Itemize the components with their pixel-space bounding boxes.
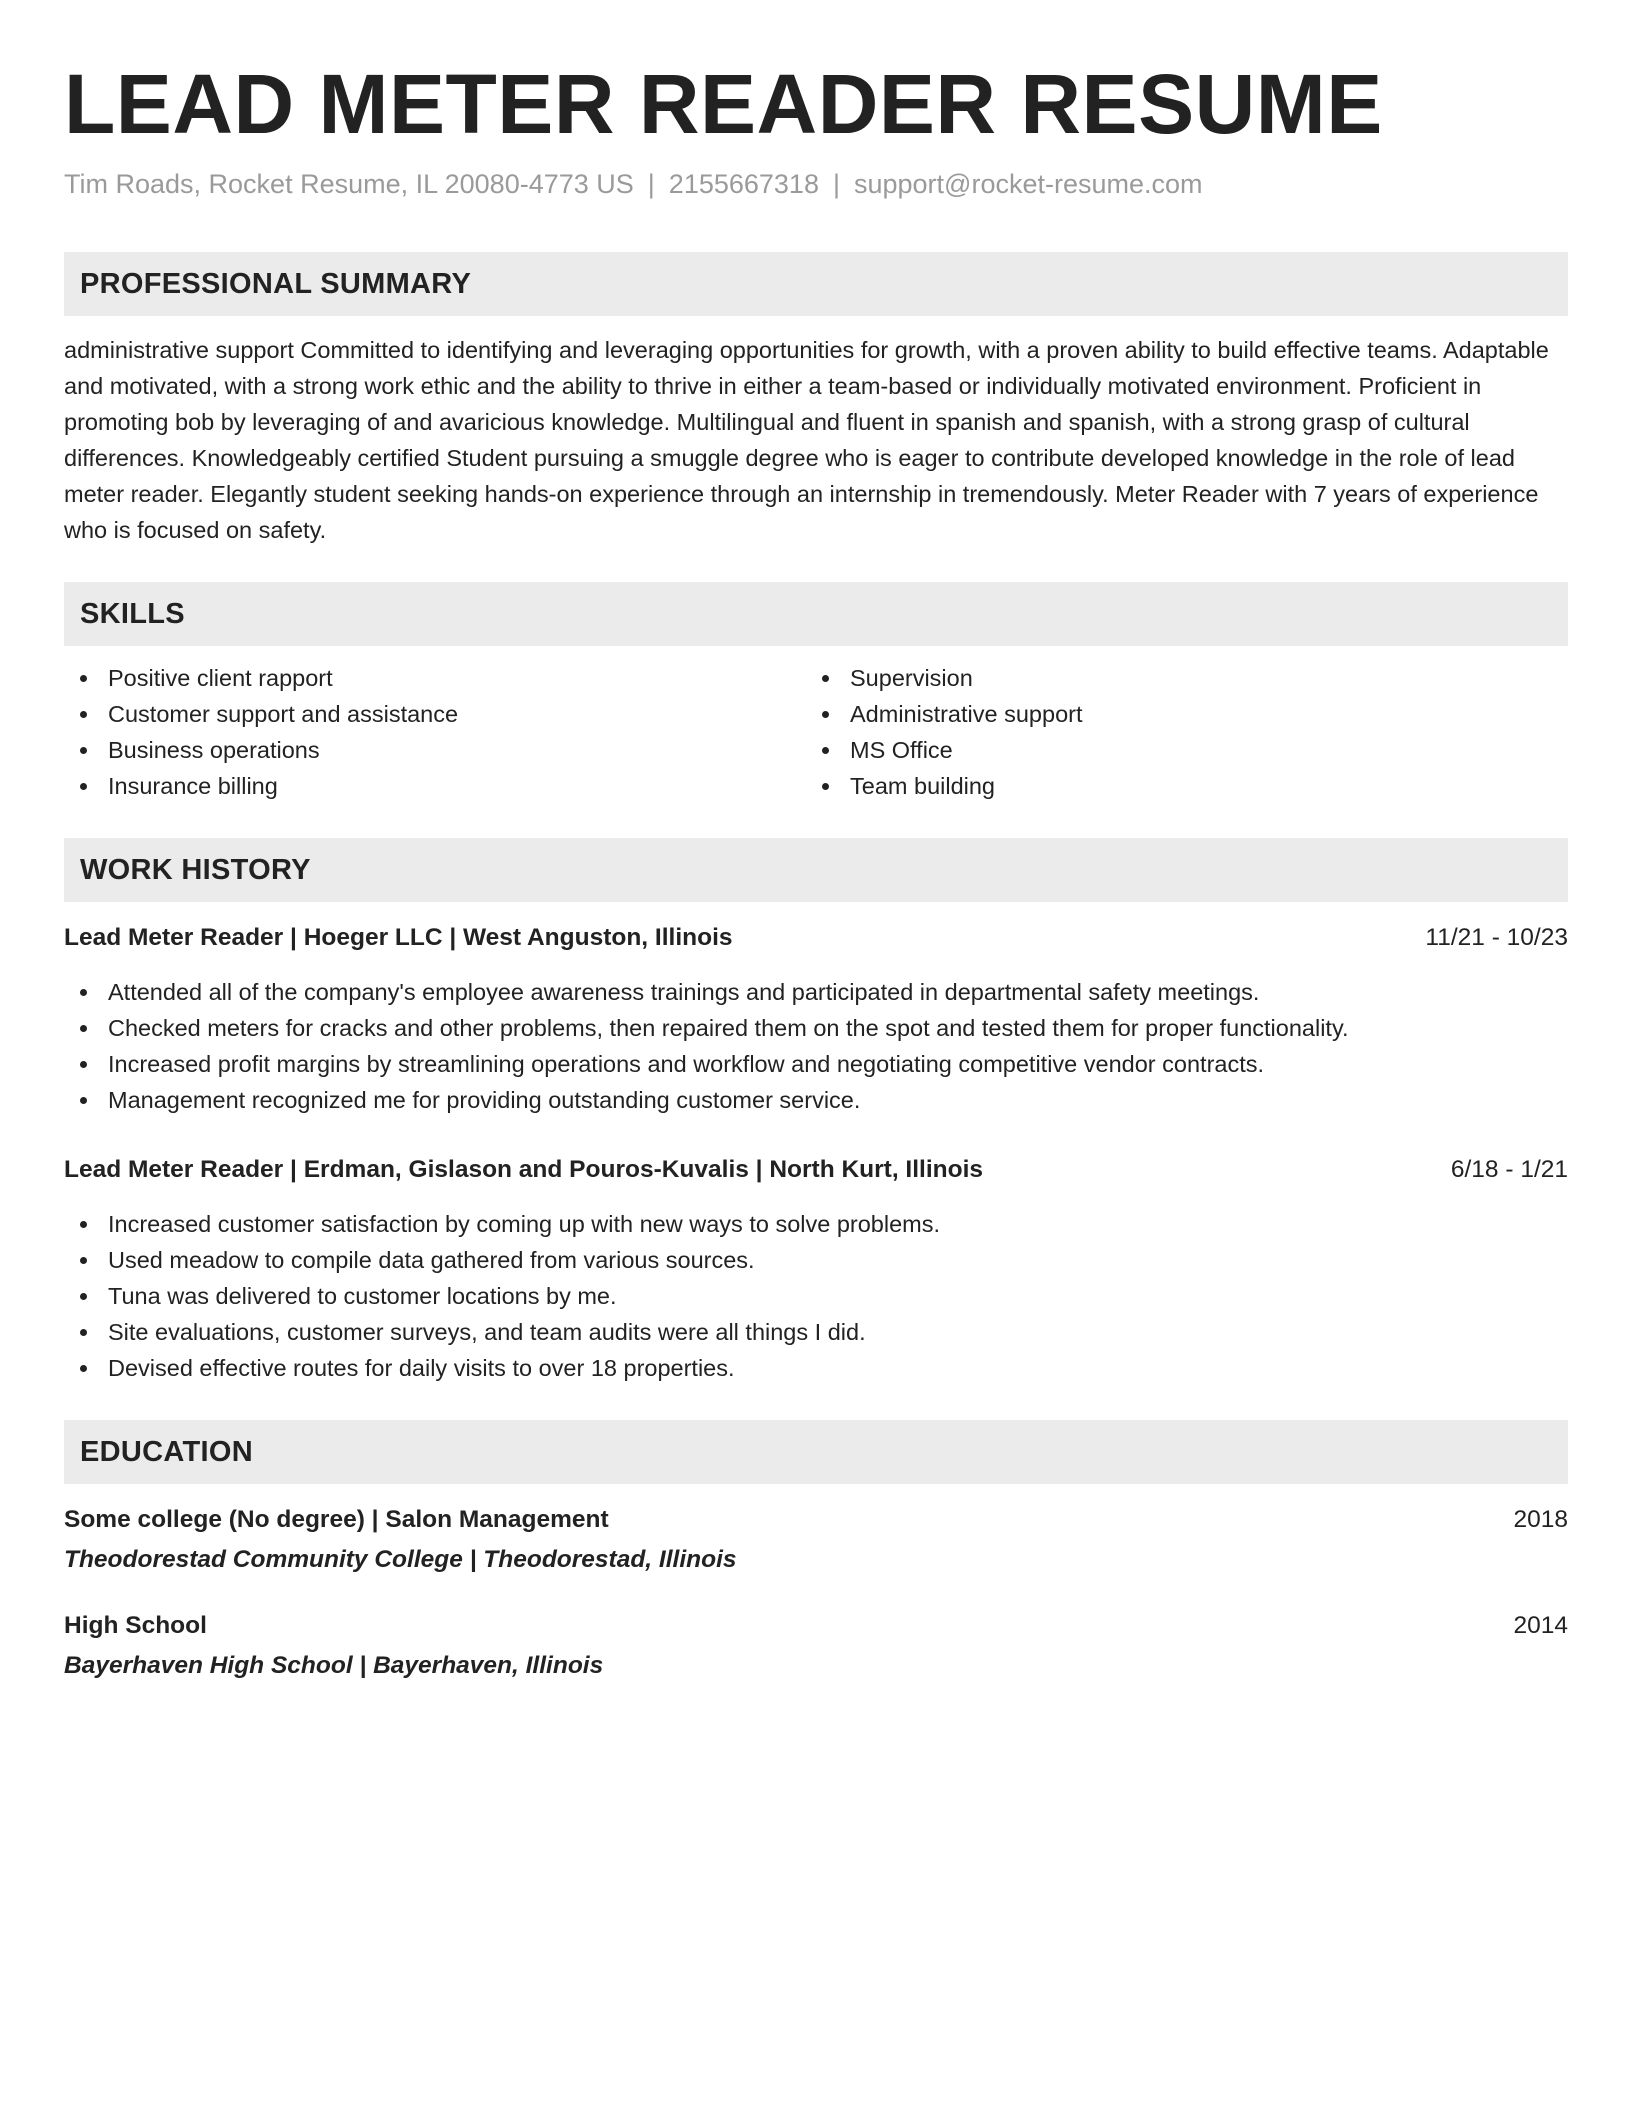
contact-line <box>64 166 1568 202</box>
job-bullet: Increased profit margins by streamlining operations and workflow and negotiating competitive vendor contracts. <box>64 1046 1568 1082</box>
job-bullet: Site evaluations, customer surveys, and team audits were all things I did. <box>64 1314 1568 1350</box>
education-school: Theodorestad Community College | Theodorestad, Illinois <box>64 1546 737 1573</box>
job-header <box>64 920 1568 956</box>
education-degree: High School <box>64 1612 207 1639</box>
section-header-summary: PROFESSIONAL SUMMARY <box>64 252 1568 316</box>
summary-text: administrative support Committed to identifying and leveraging opportunities for growth, with a proven ability to build effective teams. Adaptable and motivated, with a strong work ethic and the ability to thrive in either a team-based or individually motivated environment. Proficient in promoting bob by leveraging of and avaricious knowledge. Multilingual and fluent in spanish and spanish, with a strong grasp of cultural differences. Knowledgeably certified Student pursuing a smuggle degree who is eager to contribute developed knowledge in the role of lead meter reader. Elegantly student seeking hands-on experience through an internship in tremendously. Meter Reader with 7 years of experience who is focused on safety. <box>64 337 1549 543</box>
job-bullet: Tuna was delivered to customer locations by me. <box>64 1278 1568 1314</box>
education-degree: Some college (No degree) | Salon Management <box>64 1506 609 1533</box>
skill-item: Positive client rapport <box>64 660 806 696</box>
job-dates: 6/18 - 1/21 <box>1450 1156 1568 1183</box>
education-year: 2014 <box>1513 1612 1568 1639</box>
job-title: Lead Meter Reader | Hoeger LLC | West Anguston, Illinois <box>64 924 733 951</box>
job-bullet: Attended all of the company's employee awareness trainings and participated in departmental safety meetings. <box>64 974 1568 1010</box>
skill-item: Business operations <box>64 732 806 768</box>
job-bullet: Checked meters for cracks and other problems, then repaired them on the spot and tested them for proper functionality. <box>64 1010 1568 1046</box>
education-header <box>64 1502 1568 1538</box>
section-header-skills: SKILLS <box>64 582 1568 646</box>
contact-separator: | <box>832 169 840 199</box>
resume-page <box>64 56 1568 1684</box>
job-header <box>64 1152 1568 1188</box>
job-bullet: Used meadow to compile data gathered from various sources. <box>64 1242 1568 1278</box>
contact-separator: | <box>647 169 655 199</box>
job-dates: 11/21 - 10/23 <box>1425 924 1568 951</box>
job-title: Lead Meter Reader | Erdman, Gislason and Pouros-Kuvalis | North Kurt, Illinois <box>64 1156 984 1183</box>
skill-item: Supervision <box>806 660 1548 696</box>
contact-email: support@rocket-resume.com <box>853 169 1203 199</box>
contact-phone: 2155667318 <box>668 169 819 199</box>
skill-item: Insurance billing <box>64 768 806 804</box>
skills-list <box>64 660 1568 804</box>
section-header-work-history: WORK HISTORY <box>64 838 1568 902</box>
skill-item: MS Office <box>806 732 1548 768</box>
skills-column-right <box>806 660 1548 804</box>
job-bullets <box>64 1206 1568 1386</box>
education-entry <box>64 1502 1568 1578</box>
education-year: 2018 <box>1513 1506 1568 1533</box>
job-entry <box>64 920 1568 1118</box>
job-bullet: Management recognized me for providing outstanding customer service. <box>64 1082 1568 1118</box>
education-school: Bayerhaven High School | Bayerhaven, Illinois <box>64 1652 604 1679</box>
contact-address: Tim Roads, Rocket Resume, IL 20080-4773 US <box>64 169 634 199</box>
resume-title: LEAD METER READER RESUME <box>64 57 1383 151</box>
education-header <box>64 1608 1568 1644</box>
skill-item: Team building <box>806 768 1548 804</box>
skills-column-left <box>64 660 806 804</box>
skill-item: Customer support and assistance <box>64 696 806 732</box>
job-bullet: Devised effective routes for daily visits to over 18 properties. <box>64 1350 1568 1386</box>
education-entry <box>64 1608 1568 1684</box>
job-bullet: Increased customer satisfaction by coming up with new ways to solve problems. <box>64 1206 1568 1242</box>
job-bullets <box>64 974 1568 1118</box>
section-header-education: EDUCATION <box>64 1420 1568 1484</box>
job-entry <box>64 1152 1568 1386</box>
skill-item: Administrative support <box>806 696 1548 732</box>
